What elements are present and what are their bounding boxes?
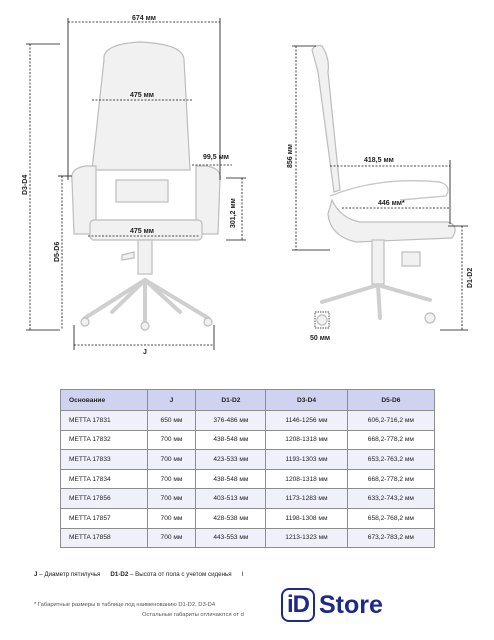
cell-d5d6: 668,2-778,2 мм (347, 430, 434, 450)
cell-j: 700 мм (147, 508, 196, 528)
table-row (61, 450, 435, 470)
table-row (61, 411, 435, 431)
cell-model: METTA 17833 (61, 450, 148, 470)
cell-d3d4: 1198-1308 мм (266, 508, 347, 528)
cell-model: METTA 17831 (61, 411, 148, 431)
dim-total-height: 856 мм (287, 144, 294, 168)
legend-j-text: – Диаметр пятилучья (37, 571, 101, 578)
cell-model: METTA 17856 (61, 489, 148, 509)
cell-d1d2: 443-553 мм (196, 528, 266, 548)
cell-d1d2: 438-548 мм (196, 430, 266, 450)
footnotes (34, 600, 244, 620)
table-row (61, 430, 435, 450)
dim-d3-d4: D3-D4 (22, 174, 29, 195)
side-base-leg (378, 285, 430, 300)
cell-d5d6: 653,2-763,2 мм (347, 450, 434, 470)
front-lumbar (116, 180, 168, 202)
cell-d1d2: 438-548 мм (196, 469, 266, 489)
idstore-logo (281, 585, 411, 625)
cell-d1d2: 403-513 мм (196, 489, 266, 509)
cell-d3d4: 1208-1318 мм (266, 430, 347, 450)
legend (34, 571, 243, 578)
front-view-chair (72, 42, 220, 330)
cell-d5d6: 673,2-783,2 мм (347, 528, 434, 548)
dim-seat-width: 475 мм (130, 228, 154, 235)
cell-d5d6: 658,2-768,2 мм (347, 508, 434, 528)
table-row (61, 528, 435, 548)
col-header: J (147, 390, 196, 411)
front-caster (141, 322, 149, 330)
table-row (61, 508, 435, 528)
dim-caster: 50 мм (310, 335, 331, 342)
dim-seat-depth: 446 мм* (378, 200, 405, 207)
legend-j-key: J (34, 571, 38, 578)
dim-armrest-gap: 99,5 мм (203, 154, 229, 161)
dim-d1-d2: D1-D2 (467, 267, 474, 288)
cell-d3d4: 1146-1256 мм (266, 411, 347, 431)
side-view-chair (312, 46, 455, 326)
cell-model: METTA 17857 (61, 508, 148, 528)
cell-j: 700 мм (147, 489, 196, 509)
front-lever (122, 252, 134, 260)
cell-j: 650 мм (147, 411, 196, 431)
dim-width-total: 674 мм (132, 15, 156, 22)
front-base-leg (85, 280, 145, 318)
side-backrest (312, 46, 340, 193)
cell-d3d4: 1213-1323 мм (266, 528, 347, 548)
side-caster (317, 315, 327, 325)
spec-table (60, 389, 435, 548)
cell-model: METTA 17858 (61, 528, 148, 548)
dim-armrest-height: 301,2 мм (230, 198, 237, 228)
dim-depth-back: 418,5 мм (364, 157, 394, 164)
cell-j: 700 мм (147, 528, 196, 548)
side-armrest (330, 181, 448, 200)
col-header: D1-D2 (196, 390, 266, 411)
front-backrest (92, 42, 190, 170)
side-base-leg (378, 285, 380, 318)
col-header: D3-D4 (266, 390, 347, 411)
dim-back-width: 475 мм (130, 92, 154, 99)
cell-d5d6: 633,2-743,2 мм (347, 489, 434, 509)
table-row (61, 489, 435, 509)
table-header-row (61, 390, 435, 411)
dim-d5-d6: D5-D6 (54, 241, 61, 262)
cell-model: METTA 17834 (61, 469, 148, 489)
cell-d1d2: 423-533 мм (196, 450, 266, 470)
legend-d-key: D1-D2 (110, 571, 129, 578)
front-base-leg (145, 280, 208, 318)
logo-mark-box (281, 588, 315, 622)
cell-j: 700 мм (147, 450, 196, 470)
dim-base-j: J (143, 349, 147, 356)
cell-d1d2: 428-538 мм (196, 508, 266, 528)
side-gas-lift (372, 240, 384, 284)
cell-d5d6: 668,2-778,2 мм (347, 469, 434, 489)
cell-model: METTA 17832 (61, 430, 148, 450)
cell-d3d4: 1173-1283 мм (266, 489, 347, 509)
legend-d-text: – Высота от пола с учетом сиденья (128, 571, 232, 578)
cell-d5d6: 606,2-716,2 мм (347, 411, 434, 431)
legend-trail: I (241, 571, 244, 578)
front-caster (204, 318, 212, 326)
side-caster (425, 313, 435, 323)
front-gas-lift (138, 240, 152, 274)
col-header: Основание (61, 390, 148, 411)
cell-j: 700 мм (147, 430, 196, 450)
cell-j: 700 мм (147, 469, 196, 489)
footnote-line-1: * Габаритные размеры в таблице под наименованию D1-D2, D3-D4 (34, 602, 216, 608)
footnote-line-2: Остальные габариты отличаются от d (142, 612, 244, 618)
cell-d1d2: 376-486 мм (196, 411, 266, 431)
logo-mark: iD (287, 591, 309, 618)
side-mechanism (402, 252, 420, 266)
front-caster (81, 318, 89, 326)
cell-d3d4: 1208-1318 мм (266, 469, 347, 489)
col-header: D5-D6 (347, 390, 434, 411)
logo-wordmark: Store (319, 590, 383, 619)
table-row (61, 469, 435, 489)
cell-d3d4: 1193-1303 мм (266, 450, 347, 470)
side-base-leg (322, 285, 378, 302)
